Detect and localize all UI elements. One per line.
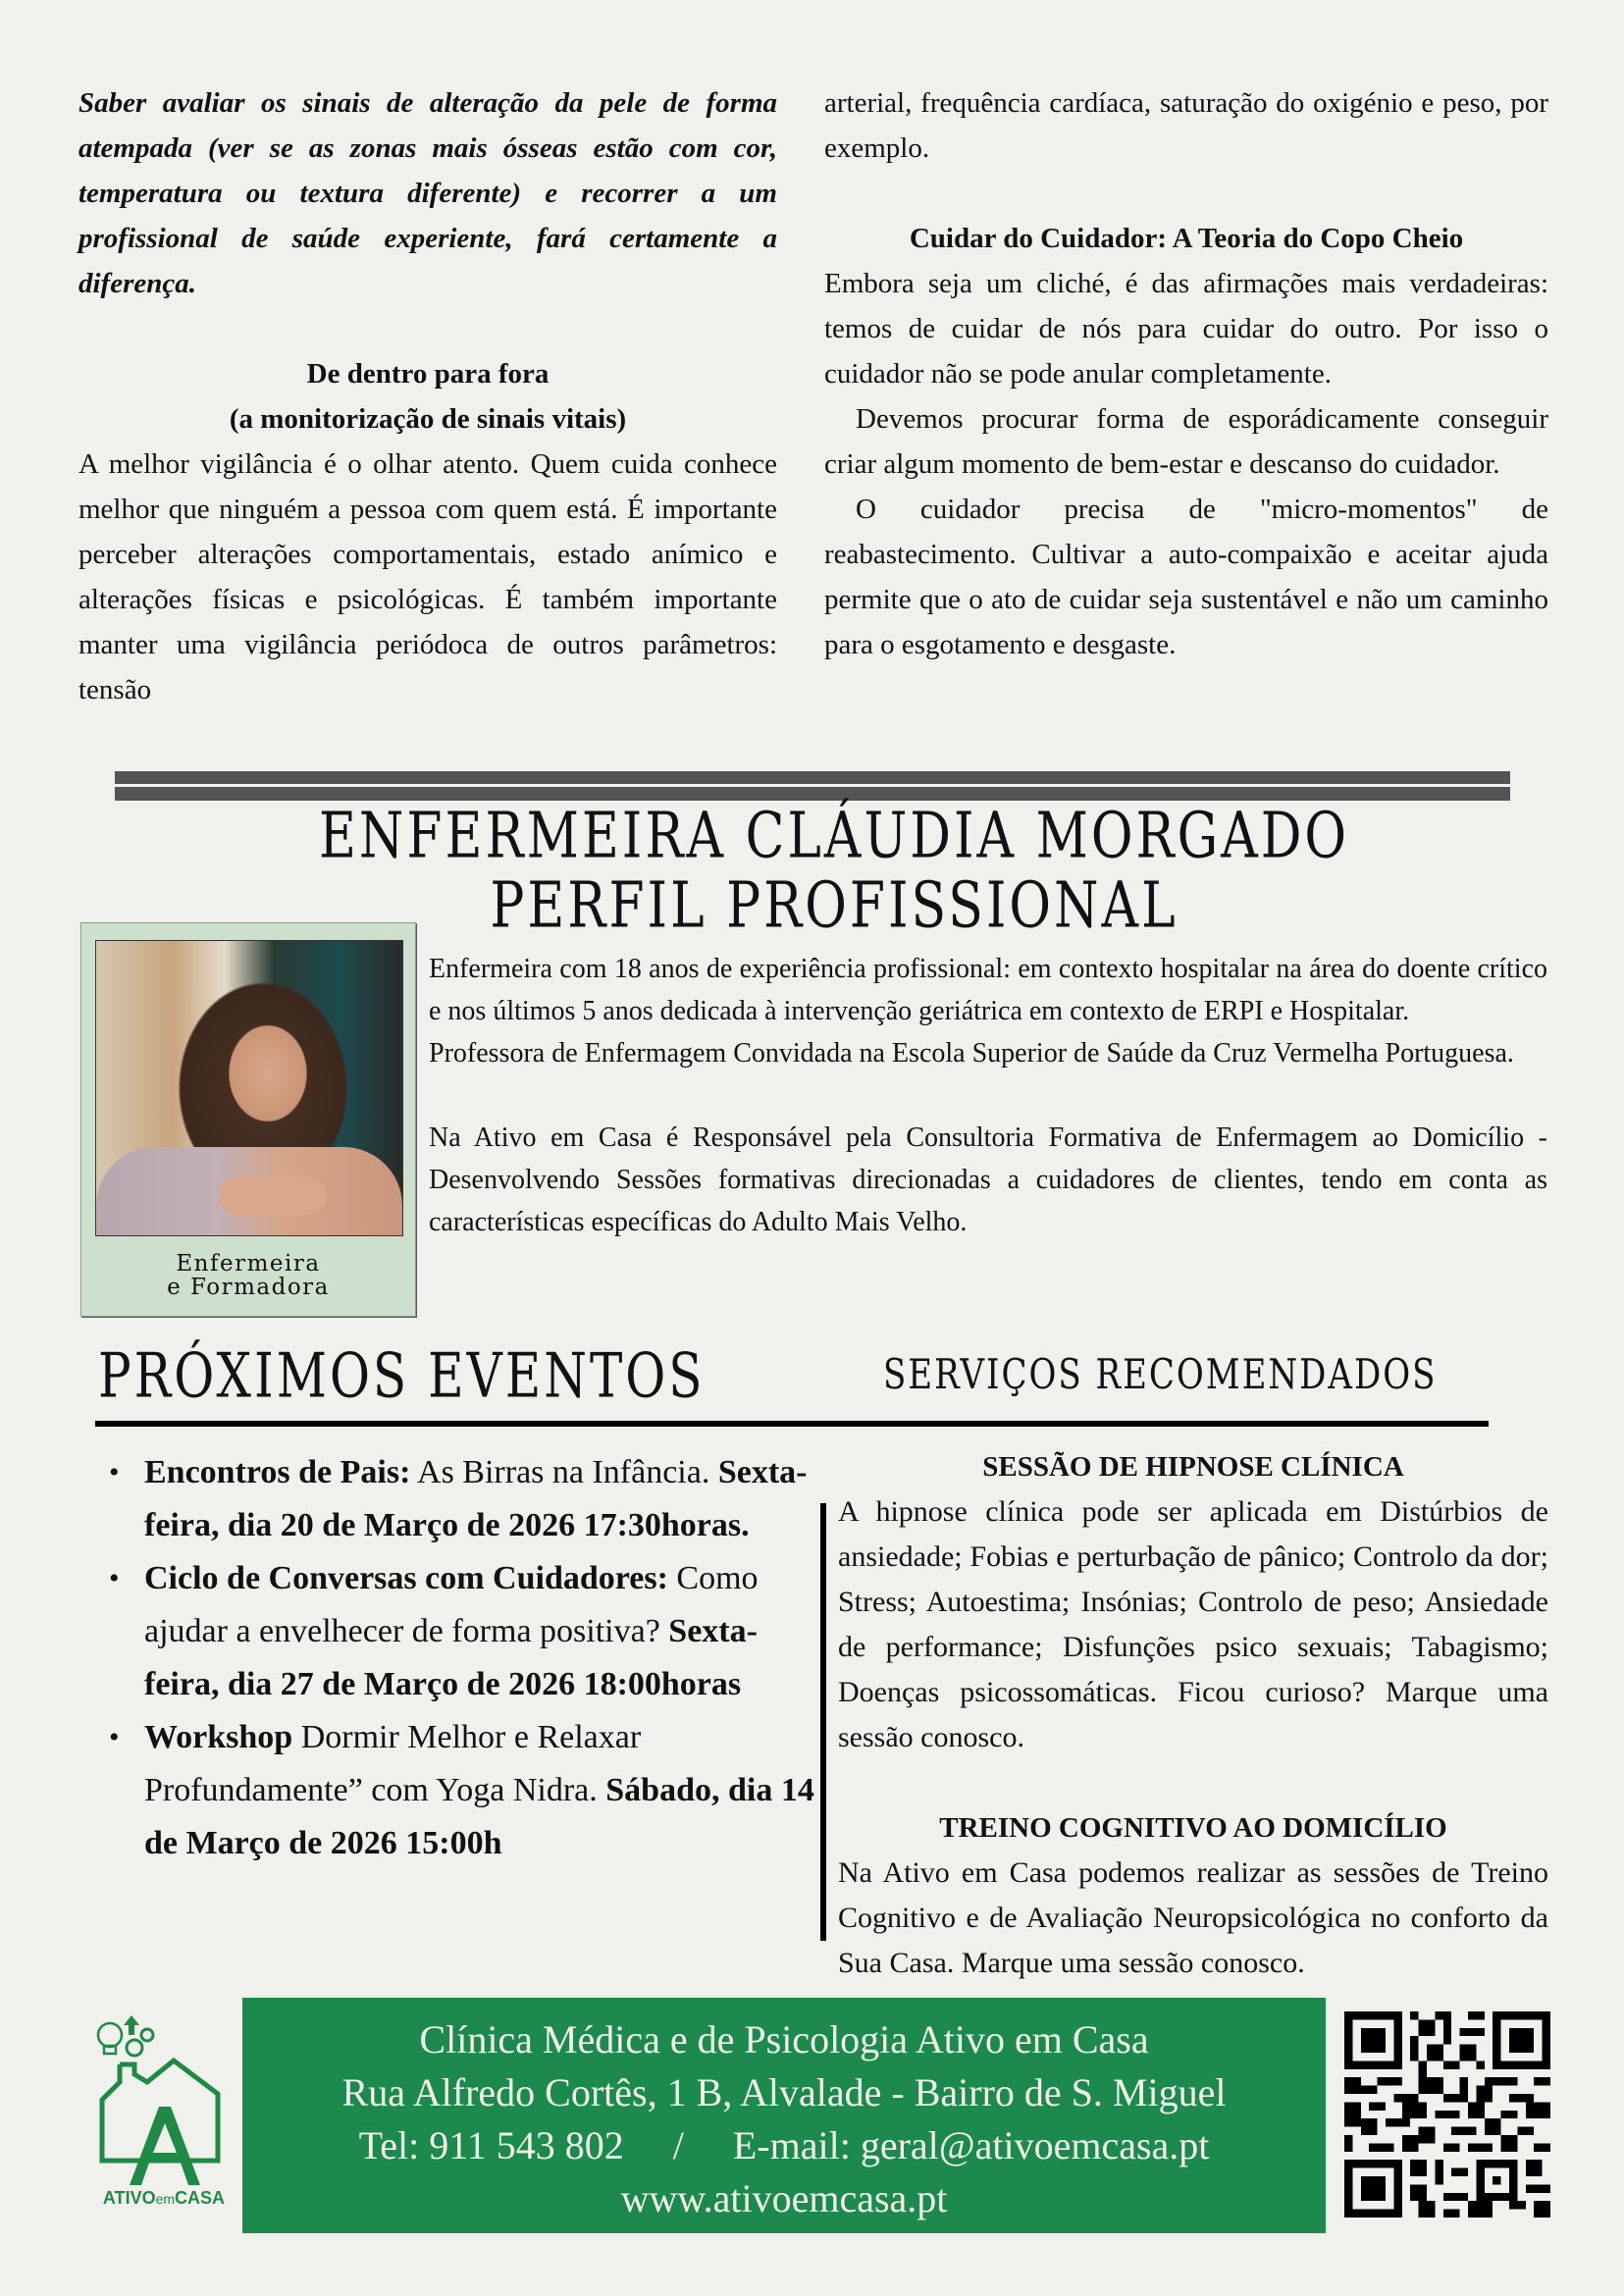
clinic-contact: Tel: 911 543 802 / E-mail: geral@ativoemcasa.pt: [358, 2123, 1210, 2167]
event-title: Encontros de Pais:: [144, 1454, 411, 1490]
qr-code-graphic: [1344, 2011, 1550, 2218]
event-item: [93, 1552, 819, 1711]
service-heading-hypnosis: SESSÃO DE HIPNOSE CLÍNICA: [982, 1451, 1404, 1483]
right-column: [824, 80, 1548, 667]
clinic-name: Clínica Médica e de Psicologia Ativo em Casa: [419, 2017, 1149, 2061]
profile-paragraph-3: Na Ativo em Casa é Responsável pela Consultoria Formativa de Enfermagem ao Domicílio - Desenvolvendo Sessões formativas direcionadas a cuidadores de clientes, tendo em conta as características específicas do Adulto Mais Velho.: [429, 1122, 1547, 1237]
event-date: Sexta-feira, dia 27 de Março de 2026 18:00horas: [144, 1613, 758, 1702]
caregiver-paragraph-2: Devemos procurar forma de esporádicamente conseguir criar algum momento de bem-estar e descanso do cuidador.: [824, 403, 1548, 480]
photo-caption-line1: Enfermeira: [176, 1251, 321, 1277]
vital-signs-paragraph: A melhor vigilância é o olhar atento. Quem cuida conhece melhor que ninguém a pessoa com quem está. É importante perceber alterações comportamentais, estado anímico e alterações físicas e psicológicas. É também importante manter uma vigilância periódoca de outros parâmetros: tensão: [79, 448, 777, 705]
clinic-address: Rua Alfredo Cortês, 1 B, Alvalade - Bairro de S. Miguel: [341, 2070, 1227, 2114]
caregiver-paragraph-1: Embora seja um cliché, é das afirmações mais verdadeiras: temos de cuidar de nós para cuidar do outro. Por isso o cuidador não se pode anular completamente.: [824, 268, 1548, 390]
event-description: Dormir Melhor e Relaxar Profundamente” com Yoga Nidra.: [144, 1719, 642, 1808]
profile-title-subtitle: PERFIL PROFISSIONAL: [490, 868, 1179, 943]
bullet-icon: •: [109, 1562, 120, 1594]
event-date: Sábado, dia 14 de Março de 2026 15:00h: [144, 1772, 814, 1861]
events-title: PRÓXIMOS EVENTOS: [98, 1339, 706, 1412]
intro-italic-paragraph: Saber avaliar os sinais de alteração da pele de forma atempada (ver se as zonas mais ósseas estão com cor, temperatura ou textura diferente) e recorrer a um profissional de saúde experiente, fará certamente a diferença.: [79, 87, 777, 299]
profile-paragraph-1: Enfermeira com 18 anos de experiência profissional: em contexto hospitalar na área do doente crítico e nos últimos 5 anos dedicada à intervenção geriátrica em contexto de ERPI e Hospitalar.: [429, 954, 1547, 1026]
left-column: [79, 80, 777, 712]
profile-photo: [95, 940, 403, 1236]
services-list: [838, 1444, 1548, 1986]
vital-signs-heading-line2: (a monitorização de sinais vitais): [229, 403, 627, 435]
events-list: [93, 1446, 819, 1870]
caregiver-paragraph-3: O cuidador precisa de "micro-momentos" de reabastecimento. Cultivar a auto-compaixão e aceitar ajuda permite que o ato de cuidar seja sustentável e não um caminho para o esgotamento e desgaste.: [824, 494, 1548, 660]
profile-text: [429, 948, 1547, 1243]
event-description: As Birras na Infância.: [410, 1454, 718, 1490]
event-item: [93, 1711, 819, 1870]
section-divider-top: [115, 771, 1510, 784]
photo-caption: [81, 1252, 415, 1299]
service-body-hypnosis: A hipnose clínica pode ser aplicada em Distúrbios de ansiedade; Fobias e perturbação de pânico; Controlo da dor; Stress; Autoestima; Insónias; Controlo de peso; Ansiedade de performance; Disfunções psico sexuais; Tabagismo; Doenças psicossomáticas. Ficou curioso? Marque uma sessão conosco.: [838, 1495, 1548, 1753]
vital-signs-continuation: arterial, frequência cardíaca, saturação do oxigénio e peso, por exemplo.: [824, 87, 1548, 164]
event-title: Workshop: [144, 1719, 293, 1755]
ativo-em-casa-logo: [90, 2013, 237, 2219]
event-description: Como ajudar a envelhecer de forma positiva?: [144, 1560, 759, 1649]
event-title: Ciclo de Conversas com Cuidadores:: [144, 1560, 668, 1596]
photo-caption-line2: e Formadora: [167, 1275, 330, 1300]
service-heading-cognitive: TREINO COGNITIVO AO DOMICÍLIO: [939, 1812, 1447, 1844]
event-item: [93, 1446, 819, 1552]
clinic-website-link[interactable]: www.ativoemcasa.pt: [620, 2176, 948, 2220]
service-body-cognitive: Na Ativo em Casa podemos realizar as sessões de Treino Cognitivo e de Avaliação Neuropsicológica no conforto da Sua Casa. Marque uma sessão conosco.: [838, 1856, 1548, 1979]
bullet-icon: •: [109, 1721, 120, 1753]
services-vertical-bar: [820, 1503, 826, 1941]
qr-code-icon[interactable]: [1344, 2011, 1550, 2218]
profile-paragraph-2: Professora de Enfermagem Convidada na Escola Superior de Saúde da Cruz Vermelha Portuguesa.: [429, 1038, 1514, 1069]
contact-footer-box: [242, 1998, 1326, 2233]
profile-photo-card: [80, 922, 416, 1317]
event-date: Sexta-feira, dia 20 de Março de 2026 17:30horas.: [144, 1454, 808, 1543]
bullet-icon: •: [109, 1456, 120, 1488]
house-logo-icon: [90, 2013, 237, 2188]
caregiver-heading: Cuidar do Cuidador: A Teoria do Copo Cheio: [909, 223, 1464, 254]
services-title: SERVIÇOS RECOMENDADOS: [883, 1350, 1438, 1399]
vital-signs-heading-line1: De dentro para fora: [306, 358, 550, 390]
logo-wordmark: ATIVOemCASA: [102, 2188, 226, 2208]
events-divider-rule: [95, 1421, 1489, 1427]
photo-hand-shape: [219, 1176, 327, 1216]
profile-title-name: ENFERMEIRA CLÁUDIA MORGADO: [318, 799, 1350, 873]
